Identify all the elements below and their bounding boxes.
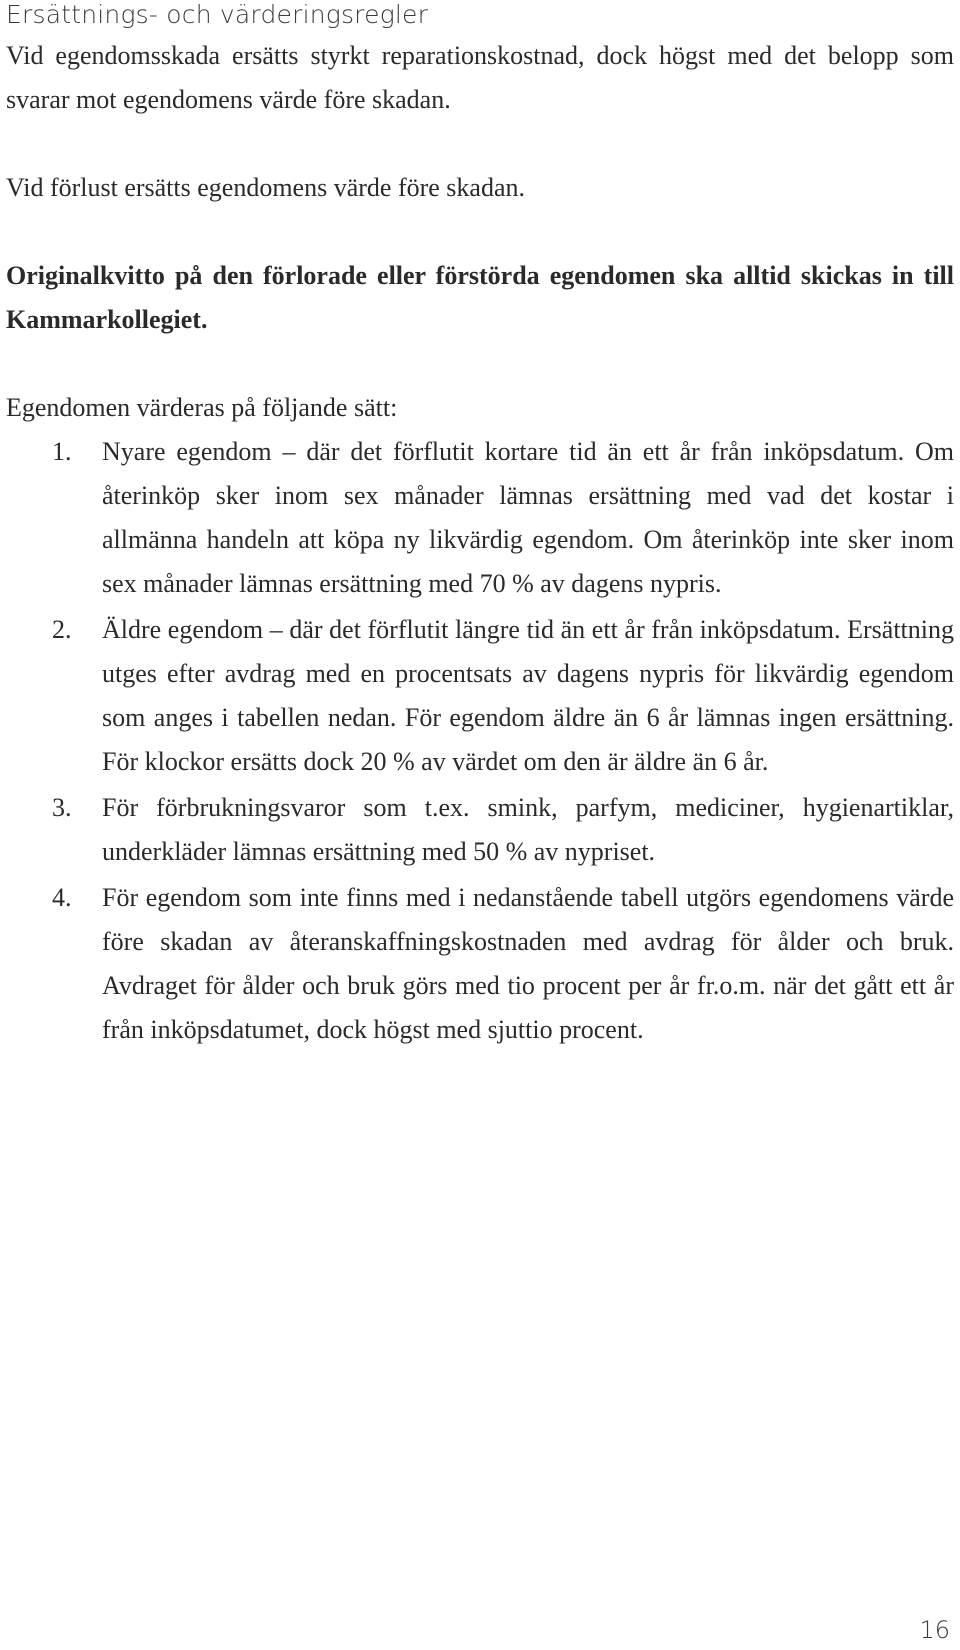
list-item-text: För förbrukningsvaror som t.ex. smink, parfym, mediciner, hygienartiklar, underkläder lämnas ersättning med 50 % av nypriset. xyxy=(102,793,954,866)
list-item xyxy=(6,876,954,1052)
list-item-text: Nyare egendom – där det förflutit kortare tid än ett år från inköpsdatum. Om återinköp sker inom sex månader lämnas ersättning med vad det kostar i allmänna handeln att köpa ny likvärdig egendom. Om återinköp inte sker inom sex månader lämnas ersättning med 70 % av dagens nypris. xyxy=(102,437,954,598)
list-item-number: 3. xyxy=(52,793,72,822)
list-item-number: 1. xyxy=(52,437,72,466)
list-item xyxy=(6,608,954,784)
list-item-text: För egendom som inte finns med i nedanstående tabell utgörs egendomens värde före skadan av återanskaffningskostnaden med avdrag för ålder och bruk. Avdraget för ålder och bruk görs med tio procent per år fr.o.m. när det gått ett år från inköpsdatumet, dock högst med sjuttio procent. xyxy=(102,883,954,1044)
section-heading: Ersättnings- och värderingsregler xyxy=(6,0,429,29)
list-item-text: Äldre egendom – där det förflutit längre tid än ett år från inköpsdatum. Ersättning utges efter avdrag med en procentsats av dagens nypris för likvärdig egendom som anges i tabellen nedan. För egendom äldre än 6 år lämnas ingen ersättning. För klockor ersätts dock 20 % av värdet om den är äldre än 6 år. xyxy=(102,615,954,776)
paragraph-original-receipt: Originalkvitto på den förlorade eller förstörda egendomen ska alltid skickas in till Kammarkollegiet. xyxy=(6,261,954,334)
valuation-rules-list xyxy=(6,430,954,1052)
page-number: 16 xyxy=(919,1616,950,1644)
list-item-number: 4. xyxy=(52,883,72,912)
paragraph-loss-compensation: Vid förlust ersätts egendomens värde före skadan. xyxy=(6,173,525,202)
paragraph-damage-compensation: Vid egendomsskada ersätts styrkt reparationskostnad, dock högst med det belopp som svarar mot egendomens värde före skadan. xyxy=(6,41,954,114)
list-item-number: 2. xyxy=(52,615,72,644)
paragraph-valuation-intro: Egendomen värderas på följande sätt: xyxy=(6,393,398,422)
list-item xyxy=(6,430,954,606)
list-item xyxy=(6,786,954,874)
document-page xyxy=(6,0,954,1650)
